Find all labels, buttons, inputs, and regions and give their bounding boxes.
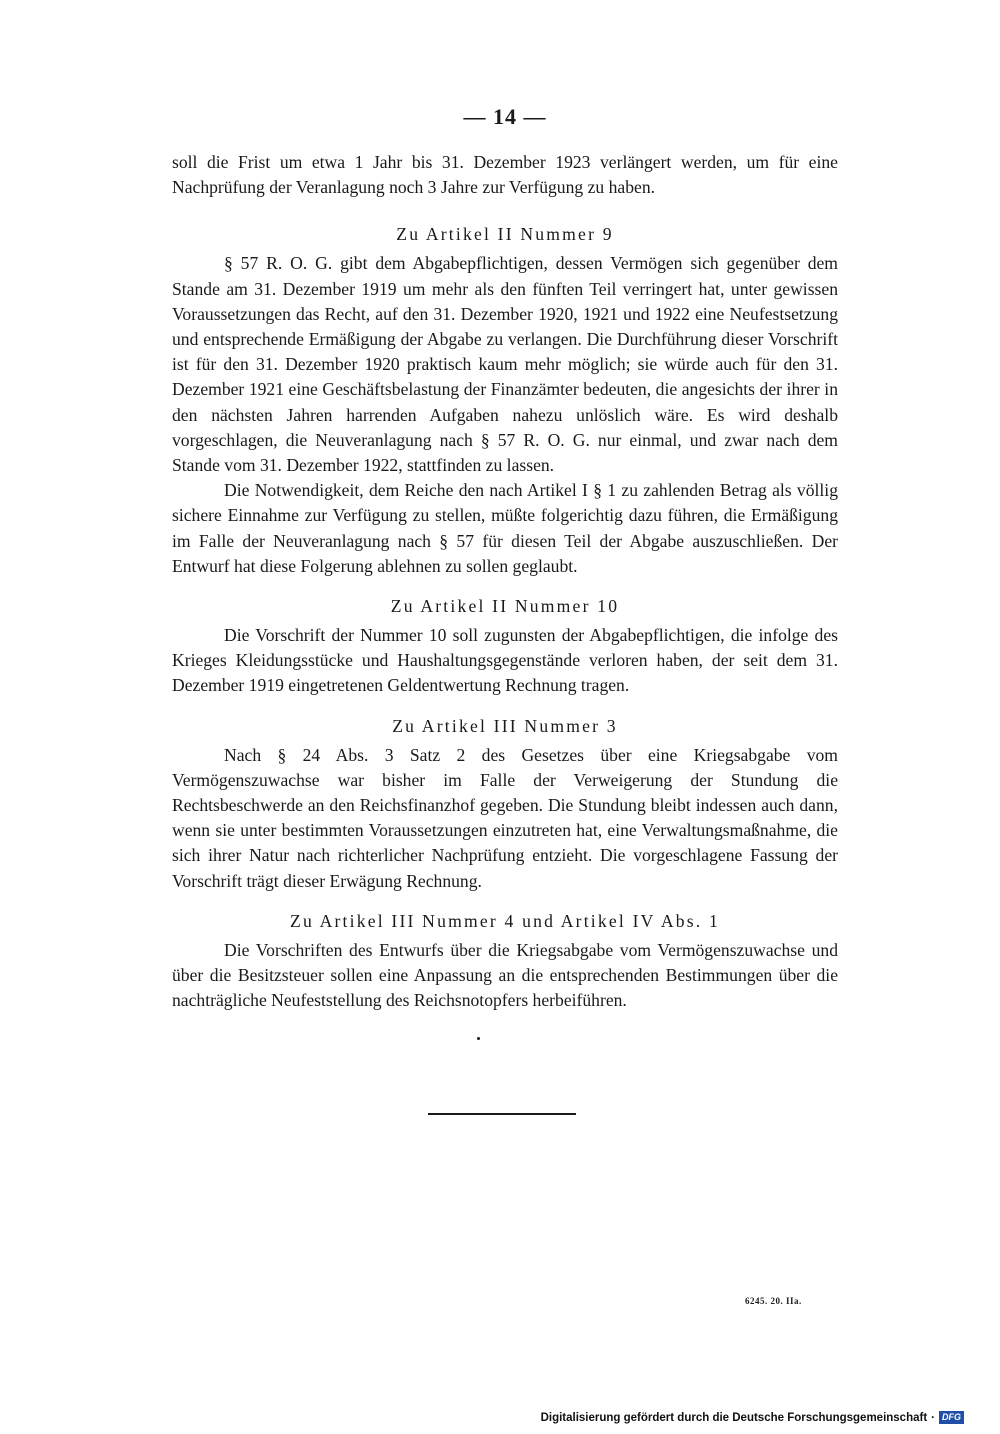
credit-separator: ·: [931, 1411, 935, 1424]
digitization-credit: [541, 1411, 964, 1424]
paragraph-continuation: soll die Frist um etwa 1 Jahr bis 31. Dezember 1923 verlängert werden, um für eine Nachprüfung der Veranlagung noch 3 Jahre zur Verfügung zu haben.: [172, 152, 838, 198]
paragraph-article-2-number-9-continued: Die Notwendigkeit, dem Reiche den nach Artikel I § 1 zu zahlenden Betrag als völlig sichere Einnahme zur Verfügung zu stellen, müßte folgerichtig dazu führen, die Ermäßigung im Falle der Neuveranlagung nach § 57 für diesen Teil der Abgabe auszuschließen. Der Entwurf hat diese Folgerung ablehnen zu sollen geglaubt.: [172, 480, 838, 576]
closing-rule: [428, 1113, 576, 1115]
paragraph-article-2-number-10: Die Vorschrift der Nummer 10 soll zugunsten der Abgabepflichtigen, die infolge des Krieges Kleidungsstücke und Haushaltungsgegenstände verloren haben, der seit dem 31. Dezember 1919 eingetretenen Geldentwertung Rechnung tragen.: [172, 625, 838, 696]
stray-dot-mark: [477, 1037, 480, 1040]
paragraph-article-3-number-3: Nach § 24 Abs. 3 Satz 2 des Gesetzes über eine Kriegsabgabe vom Vermögenszuwachse war bisher im Falle der Verweigerung der Stundung die Rechtsbeschwerde an den Reichsfinanzhof gegeben. Die Stundung bleibt indessen auch dann, wenn sie unter bestimmten Voraussetzungen einzutreten hat, eine Verwaltungsmaßnahme, die sich ihrer Natur nach richterlicher Nachprüfung entzieht. Die vorgeschlagene Fassung der Vorschrift trägt dieser Erwägung Rechnung.: [172, 744, 838, 891]
section-heading-article-3-number-4: Zu Artikel III Nummer 4 und Artikel IV Abs. 1: [290, 910, 720, 931]
section-heading-article-2-number-9: Zu Artikel II Nummer 9: [396, 224, 614, 245]
page-number: — 14 —: [463, 104, 547, 129]
section-heading-article-2-number-10: Zu Artikel II Nummer 10: [390, 596, 620, 617]
credit-text: Digitalisierung gefördert durch die Deutsche Forschungsgemeinschaft: [540, 1411, 928, 1424]
section-heading-article-3-number-3: Zu Artikel III Nummer 3: [392, 715, 618, 736]
document-body: [172, 150, 838, 1013]
print-code: 6245. 20. IIa.: [745, 1296, 802, 1306]
paragraph-article-2-number-9: § 57 R. O. G. gibt dem Abgabepflichtigen, dessen Vermögen sich gegenüber dem Stande am 31. Dezember 1919 um mehr als den fünften Teil verringert hat, unter gewissen Voraussetzungen das Recht, auf den 31. Dezember 1920, 1921 und 1922 eine Neufestsetzung und entsprechende Ermäßigung der Abgabe zu verlangen. Die Durchführung dieser Vorschrift ist für den 31. Dezember 1920 praktisch kaum mehr möglich; sie würde auch für den 31. Dezember 1921 eine Geschäftsbelastung der Finanzämter bedeuten, die angesichts der ihrer in den nächsten Jahren harrenden Aufgaben nahezu unlöslich wäre. Es wird deshalb vorgeschlagen, die Neuveranlagung nach § 57 R. O. G. nur einmal, und zwar nach dem Stande vom 31. Dezember 1922, stattfinden zu lassen.: [172, 253, 838, 476]
dfg-logo: DFG: [939, 1411, 964, 1424]
paragraph-article-3-number-4: Die Vorschriften des Entwurfs über die Kriegsabgabe vom Vermögenszuwachse und über die Besitzsteuer sollen eine Anpassung an die entsprechenden Bestimmungen über die nachträgliche Neufeststellung des Reichsnotopfers herbeiführen.: [172, 939, 838, 1011]
